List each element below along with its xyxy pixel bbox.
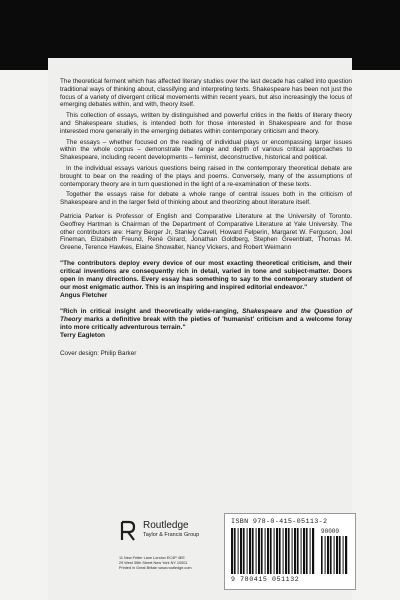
barcode-bar <box>270 528 272 574</box>
barcode-bar <box>276 528 278 574</box>
publisher-address <box>119 556 192 571</box>
barcode-bar <box>249 528 251 574</box>
quote-text-part: marks a definitive break with the pieties of 'humanist' criticism and a welcome foray into more critically adventurous terrain." <box>60 315 352 331</box>
cover-design-credit: Cover design: Philip Barker <box>60 349 137 357</box>
barcode-bar <box>274 528 275 574</box>
publisher-name: Routledge <box>143 520 189 531</box>
barcode-bar <box>343 536 344 574</box>
barcode-bar <box>238 528 239 574</box>
review-quote-2 <box>60 308 352 340</box>
barcode-bar <box>301 528 302 574</box>
ean-number: 9 780415 051132 <box>231 576 300 583</box>
barcode-bar <box>345 536 347 574</box>
barcode-bar <box>265 528 266 574</box>
barcode-bar <box>261 528 263 574</box>
barcode-bar <box>288 528 290 574</box>
barcode-bar <box>325 536 326 574</box>
address-line: 11 New Fetter Lane London EC4P 4EE <box>119 556 185 560</box>
blurb-paragraph-5: Together the essays raise for debate a whole range of central issues both in the criticism of Shakespeare and in the larger field of thinking about and theorizing about literature itself. <box>60 191 352 207</box>
barcode-panel <box>224 513 356 590</box>
address-line: Printed in Great Britain www.routledge.com <box>119 566 192 570</box>
blurb-content <box>60 78 352 358</box>
barcode-bar <box>330 536 332 574</box>
editors-paragraph: Patricia Parker is Professor of English and Comparative Literature at the University of Toronto. Geoffrey Hartman is Chairman of the Department of Comparative Literature at Yale University. The other contributors are: Harry Berger Jr, Stanley Cavell, Howard Felperin, Margaret W. Ferguson, Joel Fineman, Elizabeth Freund, René Girard, Jonathan Goldberg, Stephen Greenblatt, Thomas M. Greene, Terence Hawkes, Elaine Showalter, Nancy Vickers, and Robert Weimann <box>60 212 352 252</box>
ean-barcode-icon <box>231 528 317 574</box>
price-addon-number: 90000 <box>321 528 340 535</box>
routledge-logo-icon <box>119 520 137 542</box>
barcode-bar <box>234 528 236 574</box>
barcode-bar <box>310 528 311 574</box>
isbn-label: ISBN 978-0-415-05113-2 <box>231 518 328 526</box>
book-title-italic: Shakespeare and the Question of Theory <box>60 307 352 323</box>
barcode-bar <box>292 528 293 574</box>
address-line: 29 West 35th Street New York NY 10001 <box>119 561 188 565</box>
barcode-bar <box>252 528 254 574</box>
addon-barcode-icon <box>321 536 349 574</box>
barcode-bar <box>334 536 335 574</box>
review-quote-1 <box>60 260 352 300</box>
barcode-bar <box>327 536 329 574</box>
barcode-bar <box>279 528 281 574</box>
barcode-bar <box>306 528 308 574</box>
barcode-bar <box>283 528 284 574</box>
barcode-bar <box>336 536 338 574</box>
quote-text <box>60 308 352 332</box>
publisher-group: Taylor & Francis Group <box>143 532 200 538</box>
blurb-paragraph-2: This collection of essays, written by distinguished and powerful critics in the fields of literary theory and Shakespeare studies, is intended both for those interested in Shakespeare and for those interested more generally in the emerging debates within contemporary criticism and theory. <box>60 112 352 135</box>
barcode-bar <box>312 528 314 574</box>
quote-author: Angus Fletcher <box>60 291 108 299</box>
barcode-bar <box>285 528 287 574</box>
barcode-bar <box>231 528 233 574</box>
barcode-bar <box>303 528 305 574</box>
blurb-paragraph-4: In the individual essays various questions being raised in the contemporary theoretical debate are brought to bear on the reading of the plays and poems. Conversely, many of the assumptions of contemporary theory are in turn questioned in the light of a re-examination of these texts. <box>60 164 352 188</box>
blurb-paragraph-3: The essays – whether focused on the reading of individual plays or encompassing larger issues within the whole corpus – demonstrate the range and depth of various critical approaches to Shakespeare, including recent developments – feminist, deconstructive, historical and political. <box>60 138 352 162</box>
barcode-bar <box>247 528 248 574</box>
barcode-bar <box>267 528 269 574</box>
quote-text: "The contributors deploy every device of our most exacting theoretical criticism, and their critical inventions are consequently rich in detail, varied in tone and subject-matter. Doors open in many directions. Every essay has something to say to the contemporary student of our most enigmatic author. This is an inspiring and inspired editorial endeavor." <box>60 259 352 291</box>
barcode-bar <box>294 528 296 574</box>
barcode-bar <box>258 528 260 574</box>
quote-author: Terry Eagleton <box>60 331 106 339</box>
quote-text-part: "Rich in critical insight and theoretically wide-ranging, <box>60 307 243 315</box>
barcode-bar <box>243 528 245 574</box>
barcode-bar <box>339 536 341 574</box>
barcode-bar <box>297 528 299 574</box>
barcode-bar <box>321 536 323 574</box>
barcode-bar <box>240 528 242 574</box>
blurb-paragraph-1: The theoretical ferment which has affected literary studies over the last decade has called into question traditional ways of thinking about, classifying and interpreting texts. Shakespeare has been not just the focus of a variety of divergent critical movements within recent years, but also increasingly the locus of emerging debates within, and with, theory itself. <box>60 78 352 109</box>
barcode-bar <box>256 528 257 574</box>
